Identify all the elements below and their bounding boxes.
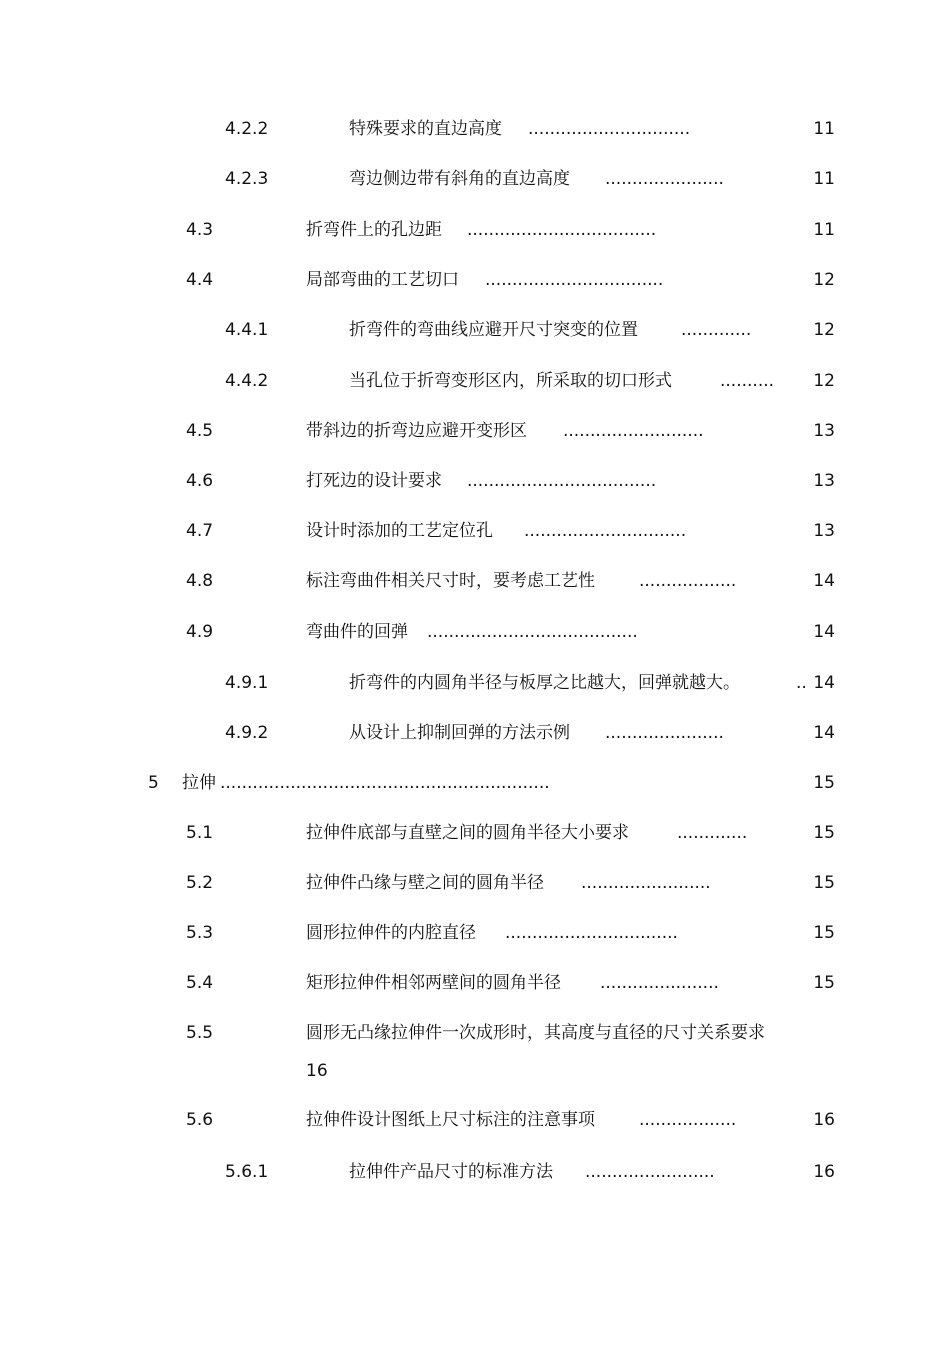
toc-page-number: 15 bbox=[813, 923, 835, 943]
toc-page-number: 14 bbox=[813, 723, 835, 743]
toc-page-number: 16 bbox=[813, 1110, 835, 1130]
toc-title: 圆形拉伸件的内腔直径 bbox=[306, 923, 476, 943]
toc-number: 5.6.1 bbox=[225, 1162, 269, 1182]
toc-leader-dots: ...................... bbox=[605, 723, 724, 743]
toc-number: 4.9.2 bbox=[225, 723, 269, 743]
toc-number: 4.4.1 bbox=[225, 320, 269, 340]
toc-number: 4.4 bbox=[186, 270, 214, 290]
toc-number: 5 bbox=[148, 773, 159, 793]
toc-entry[interactable] bbox=[0, 1105, 950, 1135]
toc-entry[interactable] bbox=[0, 566, 950, 596]
toc-leader-dots: ................................ bbox=[505, 923, 678, 943]
toc-number: 5.4 bbox=[186, 973, 214, 993]
toc-leader-dots: .. bbox=[796, 673, 807, 693]
toc-title: 特殊要求的直边高度 bbox=[349, 119, 502, 139]
toc-page-number: 13 bbox=[813, 521, 835, 541]
toc-entry[interactable] bbox=[0, 466, 950, 496]
toc-entry[interactable] bbox=[0, 768, 950, 798]
toc-page-number: 16 bbox=[813, 1162, 835, 1182]
toc-leader-dots: ............. bbox=[681, 320, 752, 340]
toc-number: 4.9 bbox=[186, 622, 214, 642]
toc-entry[interactable] bbox=[0, 818, 950, 848]
toc-entry[interactable] bbox=[0, 516, 950, 546]
toc-entry[interactable] bbox=[0, 215, 950, 245]
toc-leader-dots: ................................. bbox=[485, 270, 664, 290]
toc-number: 5.1 bbox=[186, 823, 214, 843]
toc-number: 5.6 bbox=[186, 1110, 214, 1130]
toc-leader-dots: ................................... bbox=[467, 471, 657, 491]
toc-leader-dots: ...................... bbox=[605, 169, 724, 189]
toc-leader-dots: .................. bbox=[639, 1110, 737, 1130]
toc-leader-dots: ............................................................. bbox=[220, 773, 550, 793]
toc-title: 圆形无凸缘拉伸件一次成形时，其高度与直径的尺寸关系要求 bbox=[306, 1023, 765, 1043]
toc-leader-dots: .......................... bbox=[563, 421, 704, 441]
toc-entry[interactable] bbox=[0, 1018, 950, 1088]
toc-title: 标注弯曲件相关尺寸时，要考虑工艺性 bbox=[306, 571, 595, 591]
toc-page-number: 15 bbox=[813, 823, 835, 843]
toc-number: 4.8 bbox=[186, 571, 214, 591]
toc-entry[interactable] bbox=[0, 114, 950, 144]
toc-title: 设计时添加的工艺定位孔 bbox=[306, 521, 493, 541]
toc-number: 4.7 bbox=[186, 521, 214, 541]
toc-number: 4.2.2 bbox=[225, 119, 269, 139]
toc-leader-dots: .............................. bbox=[524, 521, 687, 541]
toc-entry[interactable] bbox=[0, 968, 950, 998]
toc-leader-dots: ........................ bbox=[581, 873, 711, 893]
toc-title: 带斜边的折弯边应避开变形区 bbox=[306, 421, 527, 441]
toc-page-number: 11 bbox=[813, 169, 835, 189]
toc-number: 5.2 bbox=[186, 873, 214, 893]
toc-entry[interactable] bbox=[0, 366, 950, 396]
toc-page-number: 14 bbox=[813, 622, 835, 642]
toc-title: 弯曲件的回弹 bbox=[306, 622, 408, 642]
toc-page-number: 11 bbox=[813, 220, 835, 240]
toc-title: 打死边的设计要求 bbox=[306, 471, 442, 491]
toc-entry[interactable] bbox=[0, 617, 950, 647]
toc-number: 5.5 bbox=[186, 1023, 214, 1043]
toc-title: 拉伸件产品尺寸的标准方法 bbox=[349, 1162, 553, 1182]
toc-number: 4.2.3 bbox=[225, 169, 269, 189]
toc-leader-dots: .......... bbox=[720, 371, 775, 391]
toc-page-number: 15 bbox=[813, 773, 835, 793]
toc-title: 拉伸件设计图纸上尺寸标注的注意事项 bbox=[306, 1110, 595, 1130]
toc-leader-dots: ...................... bbox=[600, 973, 719, 993]
toc-title: 拉伸件凸缘与壁之间的圆角半径 bbox=[306, 873, 544, 893]
toc-leader-dots: .................. bbox=[639, 571, 737, 591]
toc-number: 5.3 bbox=[186, 923, 214, 943]
toc-number: 4.9.1 bbox=[225, 673, 269, 693]
toc-title: 矩形拉伸件相邻两壁间的圆角半径 bbox=[306, 973, 561, 993]
toc-page-number: 15 bbox=[813, 973, 835, 993]
toc-entry[interactable] bbox=[0, 868, 950, 898]
toc-entry[interactable] bbox=[0, 668, 950, 698]
toc-page-number: 15 bbox=[813, 873, 835, 893]
toc-entry[interactable] bbox=[0, 918, 950, 948]
toc-title: 拉伸件底部与直壁之间的圆角半径大小要求 bbox=[306, 823, 629, 843]
toc-title: 从设计上抑制回弹的方法示例 bbox=[349, 723, 570, 743]
toc-page-number: 14 bbox=[813, 571, 835, 591]
toc-page-number: 13 bbox=[813, 471, 835, 491]
toc-title: 折弯件的内圆角半径与板厚之比越大，回弹就越大。 bbox=[349, 673, 740, 693]
toc-title: 弯边侧边带有斜角的直边高度 bbox=[349, 169, 570, 189]
toc-title: 折弯件的弯曲线应避开尺寸突变的位置 bbox=[349, 320, 638, 340]
toc-page-number: 12 bbox=[813, 371, 835, 391]
toc-page-number: 14 bbox=[813, 673, 835, 693]
toc-entry[interactable] bbox=[0, 164, 950, 194]
toc-page-number: 12 bbox=[813, 320, 835, 340]
toc-page-number: 11 bbox=[813, 119, 835, 139]
toc-leader-dots: ................................... bbox=[467, 220, 657, 240]
toc-title: 拉伸 bbox=[182, 773, 216, 793]
toc-title: 当孔位于折弯变形区内，所采取的切口形式 bbox=[349, 371, 672, 391]
toc-page-number: 12 bbox=[813, 270, 835, 290]
toc-leader-dots: ........................ bbox=[585, 1162, 715, 1182]
toc-page-number: 16 bbox=[306, 1061, 328, 1081]
toc-number: 4.6 bbox=[186, 471, 214, 491]
toc-entry[interactable] bbox=[0, 718, 950, 748]
toc-number: 4.5 bbox=[186, 421, 214, 441]
toc-entry[interactable] bbox=[0, 315, 950, 345]
toc-title: 折弯件上的孔边距 bbox=[306, 220, 442, 240]
toc-number: 4.3 bbox=[186, 220, 214, 240]
toc-entry[interactable] bbox=[0, 265, 950, 295]
toc-number: 4.4.2 bbox=[225, 371, 269, 391]
toc-entry[interactable] bbox=[0, 416, 950, 446]
toc-entry[interactable] bbox=[0, 1157, 950, 1187]
toc-leader-dots: .............................. bbox=[528, 119, 691, 139]
toc-page-number: 13 bbox=[813, 421, 835, 441]
toc-title: 局部弯曲的工艺切口 bbox=[306, 270, 459, 290]
toc-leader-dots: ....................................... bbox=[427, 622, 638, 642]
toc-leader-dots: ............. bbox=[677, 823, 748, 843]
